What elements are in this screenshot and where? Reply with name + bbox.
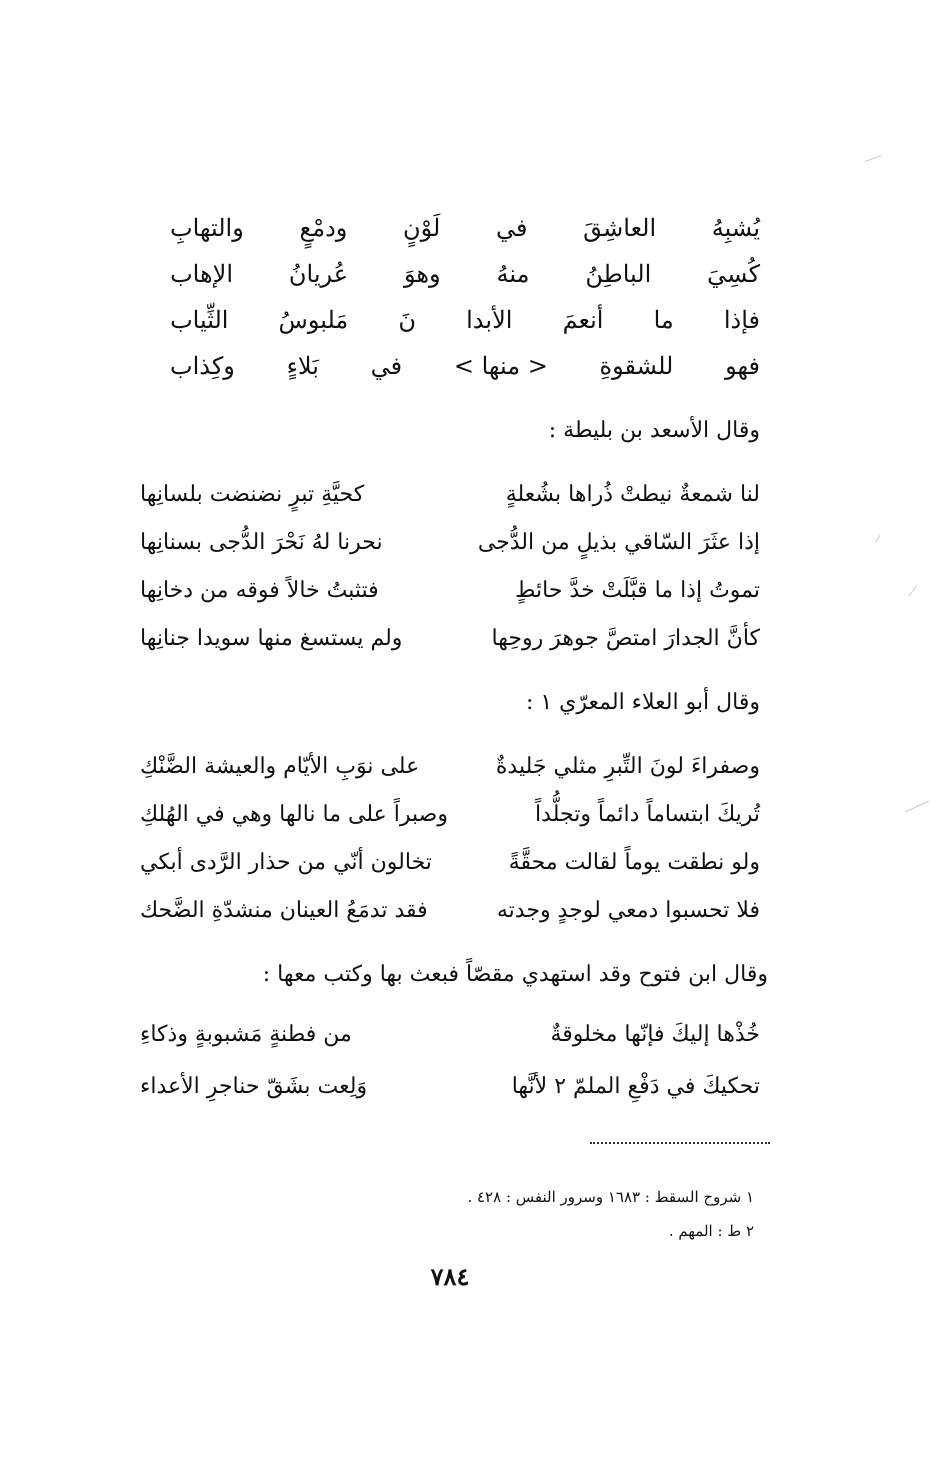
poem-line [170,252,760,296]
hemistich-left: فقد تدمَعُ العينان منشدّةِ الضَّحك [140,897,428,923]
poem-word: لَوْنٍ [403,214,441,242]
hemistich-left: تخالون أنّي من حذار الرَّدى أبكي [140,849,432,875]
poem-word: عُريانُ [288,260,349,288]
section-intro: وقال الأسعد بن بليطة : [548,418,760,443]
hemistich-right: خُذْها إليكَ فإنّها مخلوقةٌ [550,1021,760,1047]
poem-word: فهو [725,352,760,380]
section-intro: وقال ابن فتوح وقد استهدي مقصّاً فبعث بها وكتب معها : [262,962,768,987]
poem-word: والتهابِ [170,214,244,242]
hemistich-left: على نوَبِ الأيّام والعيشة الضَّنْكِ [140,753,420,779]
couplets-ibn-futuh [140,1008,760,1112]
page-number: ٧٨٤ [430,1262,470,1291]
poem-word: ودمْعٍ [299,214,348,242]
hemistich-left: من فطنةٍ مَشبوبةٍ وذكاءِ [140,1021,352,1047]
poem-word: الثِّياب [170,306,229,334]
poem-line [170,206,760,250]
hemistich-right: فلا تحسبوا دمعي لوجدٍ وجدته [496,897,760,923]
hemistich-right: كأنَّ الجدارَ امتصَّ جوهرَ روحِها [491,625,760,651]
hemistich-right: إذا عثَرَ السّاقي بذيلٍ من الدُّجى [477,529,760,555]
footnote: ٢ ط : المهم . [668,1222,754,1240]
poem-columns [170,206,760,390]
couplets-asad [140,470,760,662]
hemistich-left: وَلِعت بشَقّ حناجرِ الأعداء [140,1073,368,1099]
hemistich-right: لنا شمعةٌ نيطتْ ذُراها بشُعلةٍ [505,481,760,507]
poem-word: الأبدا [466,306,513,334]
poem-word: في [370,352,403,380]
poem-word: بَلاءٍ [286,352,319,380]
poem-word: العاشِقَ [583,214,657,242]
poem-word: كُسِيَ [707,260,760,288]
scan-mark [876,535,881,542]
hemistich-right: ولو نطقت يوماً لقالت محقَّةً [508,849,760,875]
poem-word: وكِذاب [170,352,235,380]
poem-line [170,344,760,388]
scan-mark [905,801,929,813]
section-intro: وقال أبو العلاء المعرّي ١ : [525,690,760,715]
scan-mark [864,155,881,162]
hemistich-left: ولم يستسغ منها سويدا جنانِها [140,625,403,651]
hemistich-right: وصفراءَ لونَ التِّبرِ مثلي جَليدةٌ [495,753,760,779]
poem-word: ما [653,306,674,334]
couplet-row [140,886,760,934]
couplets-maarri [140,742,760,934]
poem-word: < منها > [453,352,548,380]
poem-word: للشقوةِ [599,352,674,380]
couplet-row [140,1008,760,1060]
poem-word: يُشبِهُ [711,214,760,242]
hemistich-right: تموتُ إذا ما قبَّلَتْ خدَّ حائطٍ [515,577,760,603]
poem-word: وهوَ [403,260,441,288]
poem-line [170,298,760,342]
couplet-row [140,614,760,662]
footnotes [467,1180,754,1248]
hemistich-left: نحرنا لهُ نَحْرَ الدُّجى بسنانِها [140,529,383,555]
hemistich-left: كحيَّةِ تبرٍ نضنضت بلسانِها [140,481,365,507]
poem-word: فإذا [723,306,760,334]
scan-mark [909,584,918,596]
couplet-row [140,518,760,566]
couplet-row [140,470,760,518]
hemistich-right: تُريكَ ابتساماً دائماً وتجلُّداً [535,801,760,827]
couplet-row [140,742,760,790]
poem-word: الإهاب [170,260,233,288]
footnote: ١ شروح السقط : ١٦٨٣ وسرور النفس : ٤٢٨ . [467,1188,754,1206]
hemistich-left: وصبراً على ما نالها وهي في الهُلكِ [140,801,448,827]
couplet-row [140,566,760,614]
poem-word: الباطِنُ [585,260,652,288]
poem-word: أنعمَ [562,306,604,334]
poem-word: في [496,214,528,242]
poem-word: مَلبوسُ [278,306,349,334]
couplet-row [140,838,760,886]
hemistich-right: تحكيكَ في دَفْعِ الملمّ ٢ لأنَّها [511,1073,760,1099]
couplet-row [140,790,760,838]
footnote-separator [590,1142,770,1144]
couplet-row [140,1060,760,1112]
hemistich-left: فتثبتُ خالاً فوقه من دخانِها [140,577,379,603]
poem-word: منهُ [496,260,530,288]
poem-word: نَ [398,306,417,334]
